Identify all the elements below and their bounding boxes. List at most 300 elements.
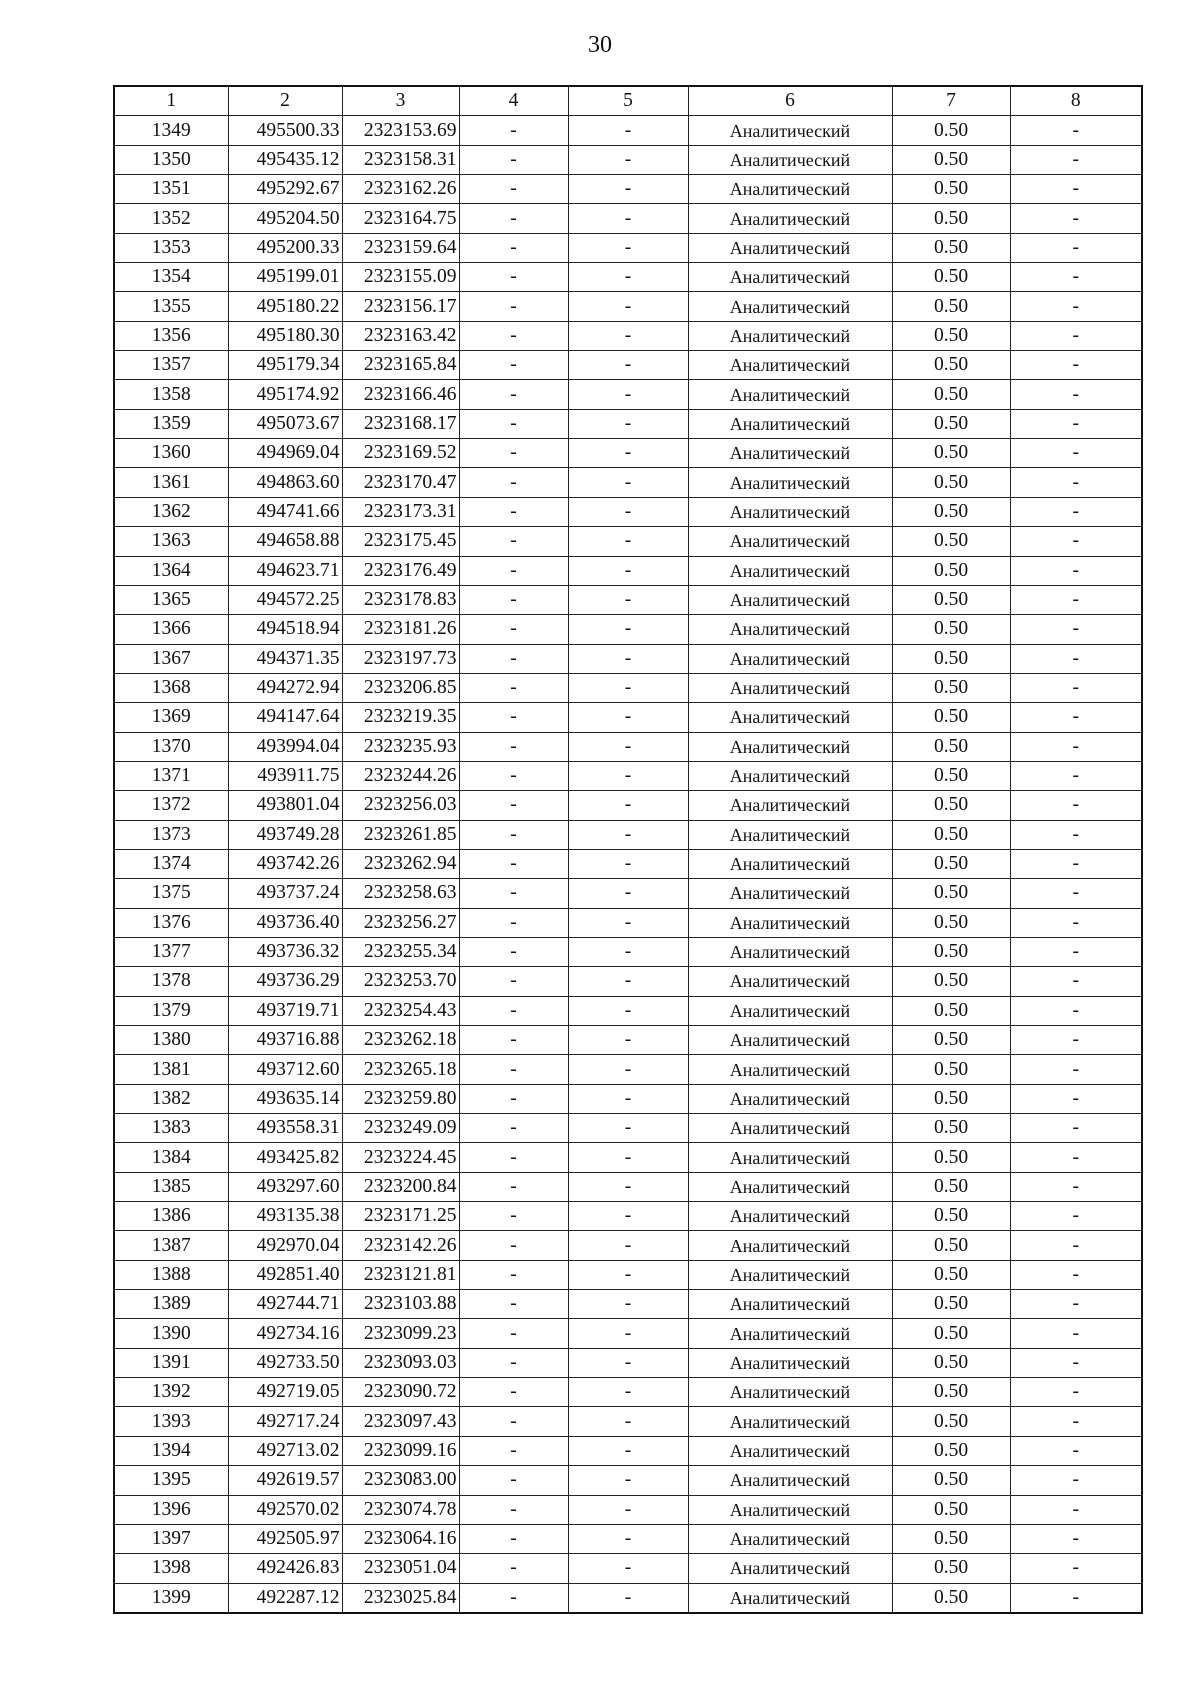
table-row: [114, 321, 1142, 350]
point-number-cell: 1364: [114, 556, 228, 585]
y-coordinate-cell: 2323169.52: [342, 439, 459, 468]
col8-cell: -: [1010, 1114, 1142, 1143]
y-coordinate-cell: 2323121.81: [342, 1260, 459, 1289]
col8-cell: -: [1010, 351, 1142, 380]
x-coordinate-cell: 493635.14: [228, 1084, 342, 1113]
col4-cell: -: [459, 556, 568, 585]
accuracy-cell: 0.50: [892, 585, 1010, 614]
x-coordinate-cell: 495180.30: [228, 321, 342, 350]
table-row: [114, 409, 1142, 438]
method-cell: Аналитический: [688, 761, 892, 790]
point-number-cell: 1382: [114, 1084, 228, 1113]
y-coordinate-cell: 2323064.16: [342, 1524, 459, 1553]
col5-cell: -: [568, 1348, 688, 1377]
x-coordinate-cell: 495200.33: [228, 233, 342, 262]
method-cell: Аналитический: [688, 1172, 892, 1201]
y-coordinate-cell: 2323099.23: [342, 1319, 459, 1348]
col8-cell: -: [1010, 1084, 1142, 1113]
method-cell: Аналитический: [688, 849, 892, 878]
point-number-cell: 1365: [114, 585, 228, 614]
col8-cell: -: [1010, 409, 1142, 438]
table-row: [114, 996, 1142, 1025]
accuracy-cell: 0.50: [892, 644, 1010, 673]
method-cell: Аналитический: [688, 1583, 892, 1613]
col5-cell: -: [568, 820, 688, 849]
point-number-cell: 1355: [114, 292, 228, 321]
col5-cell: -: [568, 351, 688, 380]
y-coordinate-cell: 2323025.84: [342, 1583, 459, 1613]
point-number-cell: 1356: [114, 321, 228, 350]
accuracy-cell: 0.50: [892, 820, 1010, 849]
col8-cell: -: [1010, 145, 1142, 174]
col8-cell: -: [1010, 233, 1142, 262]
method-cell: Аналитический: [688, 967, 892, 996]
method-cell: Аналитический: [688, 1260, 892, 1289]
y-coordinate-cell: 2323258.63: [342, 879, 459, 908]
col5-cell: -: [568, 908, 688, 937]
point-number-cell: 1379: [114, 996, 228, 1025]
method-cell: Аналитический: [688, 380, 892, 409]
point-number-cell: 1373: [114, 820, 228, 849]
point-number-cell: 1386: [114, 1202, 228, 1231]
col4-cell: -: [459, 321, 568, 350]
col4-cell: -: [459, 615, 568, 644]
y-coordinate-cell: 2323166.46: [342, 380, 459, 409]
table-row: [114, 1055, 1142, 1084]
col5-cell: -: [568, 791, 688, 820]
col5-cell: -: [568, 967, 688, 996]
column-header-5: 5: [568, 86, 688, 116]
accuracy-cell: 0.50: [892, 849, 1010, 878]
y-coordinate-cell: 2323256.03: [342, 791, 459, 820]
point-number-cell: 1370: [114, 732, 228, 761]
x-coordinate-cell: 495174.92: [228, 380, 342, 409]
col8-cell: -: [1010, 1055, 1142, 1084]
col4-cell: -: [459, 1231, 568, 1260]
method-cell: Аналитический: [688, 409, 892, 438]
accuracy-cell: 0.50: [892, 1290, 1010, 1319]
point-number-cell: 1399: [114, 1583, 228, 1613]
col4-cell: -: [459, 1172, 568, 1201]
x-coordinate-cell: 492505.97: [228, 1524, 342, 1553]
table-row: [114, 1143, 1142, 1172]
y-coordinate-cell: 2323083.00: [342, 1466, 459, 1495]
point-number-cell: 1367: [114, 644, 228, 673]
table-row: [114, 439, 1142, 468]
point-number-cell: 1352: [114, 204, 228, 233]
method-cell: Аналитический: [688, 263, 892, 292]
table-row: [114, 1084, 1142, 1113]
table-row: [114, 1436, 1142, 1465]
y-coordinate-cell: 2323168.17: [342, 409, 459, 438]
y-coordinate-cell: 2323176.49: [342, 556, 459, 585]
method-cell: Аналитический: [688, 175, 892, 204]
y-coordinate-cell: 2323259.80: [342, 1084, 459, 1113]
x-coordinate-cell: 493911.75: [228, 761, 342, 790]
col4-cell: -: [459, 1524, 568, 1553]
point-number-cell: 1377: [114, 937, 228, 966]
point-number-cell: 1357: [114, 351, 228, 380]
col8-cell: -: [1010, 1466, 1142, 1495]
x-coordinate-cell: 493749.28: [228, 820, 342, 849]
method-cell: Аналитический: [688, 1378, 892, 1407]
point-number-cell: 1368: [114, 673, 228, 702]
x-coordinate-cell: 492426.83: [228, 1554, 342, 1583]
col5-cell: -: [568, 233, 688, 262]
y-coordinate-cell: 2323253.70: [342, 967, 459, 996]
x-coordinate-cell: 494969.04: [228, 439, 342, 468]
col8-cell: -: [1010, 1319, 1142, 1348]
x-coordinate-cell: 495292.67: [228, 175, 342, 204]
col4-cell: -: [459, 937, 568, 966]
table-row: [114, 145, 1142, 174]
col4-cell: -: [459, 263, 568, 292]
y-coordinate-cell: 2323165.84: [342, 351, 459, 380]
col5-cell: -: [568, 175, 688, 204]
accuracy-cell: 0.50: [892, 1055, 1010, 1084]
col4-cell: -: [459, 585, 568, 614]
method-cell: Аналитический: [688, 1055, 892, 1084]
col5-cell: -: [568, 409, 688, 438]
point-number-cell: 1350: [114, 145, 228, 174]
col4-cell: -: [459, 1084, 568, 1113]
accuracy-cell: 0.50: [892, 703, 1010, 732]
col5-cell: -: [568, 204, 688, 233]
table-row: [114, 263, 1142, 292]
y-coordinate-cell: 2323097.43: [342, 1407, 459, 1436]
method-cell: Аналитический: [688, 1290, 892, 1319]
column-header-3: 3: [342, 86, 459, 116]
col8-cell: -: [1010, 791, 1142, 820]
col4-cell: -: [459, 1143, 568, 1172]
method-cell: Аналитический: [688, 1319, 892, 1348]
col5-cell: -: [568, 1114, 688, 1143]
col8-cell: -: [1010, 1026, 1142, 1055]
col8-cell: -: [1010, 761, 1142, 790]
col5-cell: -: [568, 1026, 688, 1055]
col4-cell: -: [459, 849, 568, 878]
accuracy-cell: 0.50: [892, 1495, 1010, 1524]
col4-cell: -: [459, 439, 568, 468]
point-number-cell: 1378: [114, 967, 228, 996]
col5-cell: -: [568, 1524, 688, 1553]
col4-cell: -: [459, 1466, 568, 1495]
col4-cell: -: [459, 644, 568, 673]
accuracy-cell: 0.50: [892, 996, 1010, 1025]
y-coordinate-cell: 2323255.34: [342, 937, 459, 966]
col8-cell: -: [1010, 1407, 1142, 1436]
method-cell: Аналитический: [688, 1524, 892, 1553]
table-row: [114, 204, 1142, 233]
x-coordinate-cell: 493742.26: [228, 849, 342, 878]
col8-cell: -: [1010, 1378, 1142, 1407]
x-coordinate-cell: 494623.71: [228, 556, 342, 585]
col5-cell: -: [568, 527, 688, 556]
y-coordinate-cell: 2323159.64: [342, 233, 459, 262]
accuracy-cell: 0.50: [892, 1319, 1010, 1348]
col4-cell: -: [459, 1260, 568, 1289]
y-coordinate-cell: 2323158.31: [342, 145, 459, 174]
y-coordinate-cell: 2323265.18: [342, 1055, 459, 1084]
col5-cell: -: [568, 1583, 688, 1613]
method-cell: Аналитический: [688, 1026, 892, 1055]
accuracy-cell: 0.50: [892, 1202, 1010, 1231]
col4-cell: -: [459, 409, 568, 438]
accuracy-cell: 0.50: [892, 468, 1010, 497]
point-number-cell: 1396: [114, 1495, 228, 1524]
point-number-cell: 1380: [114, 1026, 228, 1055]
accuracy-cell: 0.50: [892, 409, 1010, 438]
page-number: 30: [588, 32, 612, 58]
col5-cell: -: [568, 380, 688, 409]
point-number-cell: 1389: [114, 1290, 228, 1319]
col4-cell: -: [459, 673, 568, 702]
col4-cell: -: [459, 292, 568, 321]
table-row: [114, 497, 1142, 526]
y-coordinate-cell: 2323093.03: [342, 1348, 459, 1377]
y-coordinate-cell: 2323249.09: [342, 1114, 459, 1143]
x-coordinate-cell: 493712.60: [228, 1055, 342, 1084]
method-cell: Аналитический: [688, 644, 892, 673]
y-coordinate-cell: 2323162.26: [342, 175, 459, 204]
col5-cell: -: [568, 1378, 688, 1407]
accuracy-cell: 0.50: [892, 556, 1010, 585]
col8-cell: -: [1010, 732, 1142, 761]
point-number-cell: 1363: [114, 527, 228, 556]
table-row: [114, 468, 1142, 497]
col4-cell: -: [459, 233, 568, 262]
col5-cell: -: [568, 673, 688, 702]
col4-cell: -: [459, 1319, 568, 1348]
point-number-cell: 1390: [114, 1319, 228, 1348]
point-number-cell: 1384: [114, 1143, 228, 1172]
column-header-7: 7: [892, 86, 1010, 116]
x-coordinate-cell: 492970.04: [228, 1231, 342, 1260]
y-coordinate-cell: 2323175.45: [342, 527, 459, 556]
col4-cell: -: [459, 1290, 568, 1319]
accuracy-cell: 0.50: [892, 351, 1010, 380]
method-cell: Аналитический: [688, 145, 892, 174]
accuracy-cell: 0.50: [892, 263, 1010, 292]
method-cell: Аналитический: [688, 585, 892, 614]
accuracy-cell: 0.50: [892, 1114, 1010, 1143]
col4-cell: -: [459, 380, 568, 409]
table-row: [114, 849, 1142, 878]
accuracy-cell: 0.50: [892, 1260, 1010, 1289]
point-number-cell: 1385: [114, 1172, 228, 1201]
method-cell: Аналитический: [688, 1466, 892, 1495]
method-cell: Аналитический: [688, 1436, 892, 1465]
point-number-cell: 1398: [114, 1554, 228, 1583]
table-row: [114, 556, 1142, 585]
col8-cell: -: [1010, 1172, 1142, 1201]
col5-cell: -: [568, 1466, 688, 1495]
y-coordinate-cell: 2323155.09: [342, 263, 459, 292]
y-coordinate-cell: 2323164.75: [342, 204, 459, 233]
y-coordinate-cell: 2323197.73: [342, 644, 459, 673]
method-cell: Аналитический: [688, 791, 892, 820]
table-row: [114, 761, 1142, 790]
accuracy-cell: 0.50: [892, 908, 1010, 937]
point-number-cell: 1354: [114, 263, 228, 292]
col8-cell: -: [1010, 497, 1142, 526]
y-coordinate-cell: 2323171.25: [342, 1202, 459, 1231]
col4-cell: -: [459, 145, 568, 174]
col5-cell: -: [568, 145, 688, 174]
y-coordinate-cell: 2323200.84: [342, 1172, 459, 1201]
x-coordinate-cell: 494272.94: [228, 673, 342, 702]
x-coordinate-cell: 492851.40: [228, 1260, 342, 1289]
method-cell: Аналитический: [688, 1407, 892, 1436]
table-row: [114, 1495, 1142, 1524]
accuracy-cell: 0.50: [892, 1378, 1010, 1407]
accuracy-cell: 0.50: [892, 116, 1010, 145]
method-cell: Аналитический: [688, 233, 892, 262]
table-row: [114, 1407, 1142, 1436]
y-coordinate-cell: 2323153.69: [342, 116, 459, 145]
x-coordinate-cell: 493425.82: [228, 1143, 342, 1172]
point-number-cell: 1374: [114, 849, 228, 878]
table-row: [114, 820, 1142, 849]
accuracy-cell: 0.50: [892, 204, 1010, 233]
x-coordinate-cell: 494518.94: [228, 615, 342, 644]
col8-cell: -: [1010, 1348, 1142, 1377]
x-coordinate-cell: 493736.29: [228, 967, 342, 996]
method-cell: Аналитический: [688, 1114, 892, 1143]
table-row: [114, 1202, 1142, 1231]
col5-cell: -: [568, 849, 688, 878]
col8-cell: -: [1010, 1260, 1142, 1289]
col4-cell: -: [459, 468, 568, 497]
point-number-cell: 1375: [114, 879, 228, 908]
col5-cell: -: [568, 1172, 688, 1201]
col5-cell: -: [568, 1055, 688, 1084]
x-coordinate-cell: 495204.50: [228, 204, 342, 233]
method-cell: Аналитический: [688, 1084, 892, 1113]
method-cell: Аналитический: [688, 673, 892, 702]
table-row: [114, 644, 1142, 673]
point-number-cell: 1391: [114, 1348, 228, 1377]
col4-cell: -: [459, 1554, 568, 1583]
method-cell: Аналитический: [688, 556, 892, 585]
col5-cell: -: [568, 1495, 688, 1524]
col8-cell: -: [1010, 996, 1142, 1025]
col5-cell: -: [568, 116, 688, 145]
table-row: [114, 1348, 1142, 1377]
point-number-cell: 1376: [114, 908, 228, 937]
accuracy-cell: 0.50: [892, 1583, 1010, 1613]
coordinates-table: [113, 85, 1143, 1614]
col4-cell: -: [459, 732, 568, 761]
y-coordinate-cell: 2323170.47: [342, 468, 459, 497]
col5-cell: -: [568, 1260, 688, 1289]
x-coordinate-cell: 492287.12: [228, 1583, 342, 1613]
y-coordinate-cell: 2323090.72: [342, 1378, 459, 1407]
x-coordinate-cell: 493297.60: [228, 1172, 342, 1201]
table-row: [114, 351, 1142, 380]
col4-cell: -: [459, 116, 568, 145]
method-cell: Аналитический: [688, 996, 892, 1025]
method-cell: Аналитический: [688, 204, 892, 233]
accuracy-cell: 0.50: [892, 673, 1010, 702]
x-coordinate-cell: 493736.32: [228, 937, 342, 966]
col4-cell: -: [459, 1495, 568, 1524]
table-row: [114, 791, 1142, 820]
x-coordinate-cell: 492619.57: [228, 1466, 342, 1495]
col4-cell: -: [459, 1114, 568, 1143]
col4-cell: -: [459, 204, 568, 233]
column-header-4: 4: [459, 86, 568, 116]
table-row: [114, 1260, 1142, 1289]
x-coordinate-cell: 495199.01: [228, 263, 342, 292]
accuracy-cell: 0.50: [892, 1466, 1010, 1495]
method-cell: Аналитический: [688, 439, 892, 468]
col8-cell: -: [1010, 937, 1142, 966]
col8-cell: -: [1010, 1231, 1142, 1260]
table-row: [114, 1231, 1142, 1260]
table-row: [114, 1524, 1142, 1553]
y-coordinate-cell: 2323173.31: [342, 497, 459, 526]
y-coordinate-cell: 2323178.83: [342, 585, 459, 614]
column-header-1: 1: [114, 86, 228, 116]
y-coordinate-cell: 2323142.26: [342, 1231, 459, 1260]
col4-cell: -: [459, 1026, 568, 1055]
y-coordinate-cell: 2323224.45: [342, 1143, 459, 1172]
x-coordinate-cell: 494863.60: [228, 468, 342, 497]
x-coordinate-cell: 493716.88: [228, 1026, 342, 1055]
method-cell: Аналитический: [688, 1554, 892, 1583]
x-coordinate-cell: 492744.71: [228, 1290, 342, 1319]
method-cell: Аналитический: [688, 321, 892, 350]
x-coordinate-cell: 492733.50: [228, 1348, 342, 1377]
accuracy-cell: 0.50: [892, 175, 1010, 204]
accuracy-cell: 0.50: [892, 1554, 1010, 1583]
col5-cell: -: [568, 761, 688, 790]
point-number-cell: 1383: [114, 1114, 228, 1143]
col8-cell: -: [1010, 1290, 1142, 1319]
accuracy-cell: 0.50: [892, 937, 1010, 966]
x-coordinate-cell: 494658.88: [228, 527, 342, 556]
y-coordinate-cell: 2323235.93: [342, 732, 459, 761]
point-number-cell: 1395: [114, 1466, 228, 1495]
table-row: [114, 380, 1142, 409]
point-number-cell: 1360: [114, 439, 228, 468]
accuracy-cell: 0.50: [892, 497, 1010, 526]
x-coordinate-cell: 493737.24: [228, 879, 342, 908]
x-coordinate-cell: 495179.34: [228, 351, 342, 380]
point-number-cell: 1392: [114, 1378, 228, 1407]
col4-cell: -: [459, 791, 568, 820]
col8-cell: -: [1010, 527, 1142, 556]
y-coordinate-cell: 2323051.04: [342, 1554, 459, 1583]
col8-cell: -: [1010, 673, 1142, 702]
y-coordinate-cell: 2323262.94: [342, 849, 459, 878]
col8-cell: -: [1010, 292, 1142, 321]
point-number-cell: 1393: [114, 1407, 228, 1436]
accuracy-cell: 0.50: [892, 1143, 1010, 1172]
col5-cell: -: [568, 439, 688, 468]
y-coordinate-cell: 2323219.35: [342, 703, 459, 732]
col5-cell: -: [568, 644, 688, 673]
x-coordinate-cell: 492713.02: [228, 1436, 342, 1465]
table-row: [114, 908, 1142, 937]
accuracy-cell: 0.50: [892, 1084, 1010, 1113]
x-coordinate-cell: 492719.05: [228, 1378, 342, 1407]
y-coordinate-cell: 2323074.78: [342, 1495, 459, 1524]
accuracy-cell: 0.50: [892, 439, 1010, 468]
accuracy-cell: 0.50: [892, 233, 1010, 262]
table-row: [114, 967, 1142, 996]
